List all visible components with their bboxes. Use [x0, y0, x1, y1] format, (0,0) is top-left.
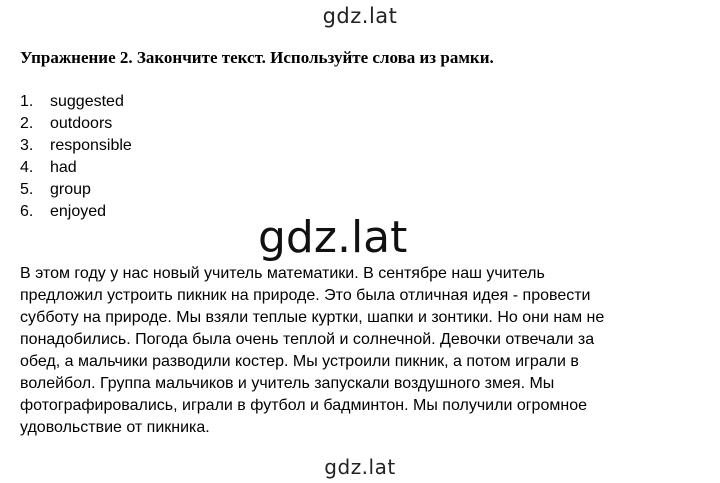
paragraph-line: удовольствие от пикника. [20, 419, 210, 436]
list-item-word: had [50, 159, 77, 176]
exercise-heading: Упражнение 2. Закончите текст. Используйте слова из рамки. [20, 48, 494, 67]
list-item [20, 157, 132, 179]
list-item-word: suggested [50, 93, 124, 110]
list-item [20, 179, 132, 201]
list-item-word: responsible [50, 137, 132, 154]
list-item-number: 5. [20, 181, 34, 198]
list-item-number: 1. [20, 93, 34, 110]
list-item-word: enjoyed [50, 203, 107, 220]
list-item [20, 135, 132, 157]
paragraph-line: фотографировались, играли в футбол и бадминтон. Мы получили огромное [20, 397, 587, 414]
list-item-word: outdoors [50, 115, 113, 132]
paragraph-line: В этом году у нас новый учитель математики. В сентябре наш учитель [20, 265, 545, 282]
answer-paragraph [20, 263, 710, 439]
list-item-word: group [50, 181, 91, 198]
word-list [20, 91, 132, 223]
list-item [20, 91, 132, 113]
list-item [20, 113, 132, 135]
watermark-top: gdz.lat [322, 4, 398, 28]
watermark-bottom: gdz.lat [324, 455, 396, 479]
list-item-number: 3. [20, 137, 34, 154]
paragraph-line: волейбол. Группа мальчиков и учитель запускали воздушного змея. Мы [20, 375, 555, 392]
list-item-number: 2. [20, 115, 34, 132]
list-item-number: 4. [20, 159, 34, 176]
paragraph-line: субботу на природе. Мы взяли теплые куртки, шапки и зонтики. Но они нам не [20, 309, 605, 326]
list-item [20, 201, 132, 223]
paragraph-line: понадобились. Погода была очень теплой и солнечной. Девочки отвечали за [20, 331, 595, 348]
paragraph-line: обед, а мальчики разводили костер. Мы устроили пикник, а потом играли в [20, 353, 579, 370]
watermark-middle: gdz.lat [258, 212, 408, 263]
paragraph-line: предложил устроить пикник на природе. Это была отличная идея - провести [20, 287, 591, 304]
list-item-number: 6. [20, 203, 34, 220]
